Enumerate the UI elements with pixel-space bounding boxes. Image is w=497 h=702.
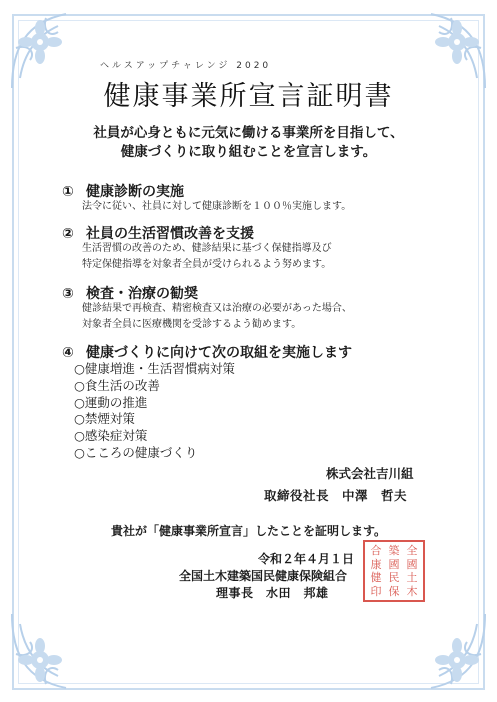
section-line: 生活習慣の改善のため、健診結果に基づく保健指導及び (82, 243, 332, 254)
section-heading-3 (62, 283, 198, 303)
list-item: ○運動の推進 (74, 394, 148, 410)
section-number: ② (62, 226, 74, 242)
list-item: ○こころの健康づくり (74, 444, 198, 460)
intro-line: 社員が心身ともに元気に働ける事業所を目指して、 (93, 125, 404, 141)
section-line: 特定保健指導を対象者全員が受けられるよう努めます。 (82, 259, 332, 270)
program-list (74, 361, 235, 462)
official-seal-stamp: 合 築 全 康 國 國 健 民 土 印 保 木 (363, 540, 425, 602)
section-number: ① (62, 184, 74, 200)
association-name: 全国土木建築国民健康保険組合 (179, 569, 348, 583)
section-number: ④ (62, 345, 74, 361)
section-line: 対象者全員に医療機関を受診するよう勧めます。 (82, 319, 302, 330)
section-title: 健康診断の実施 (86, 184, 184, 200)
section-heading-2 (62, 223, 254, 243)
corner-ornament-icon (405, 608, 491, 694)
section-heading-4 (62, 342, 352, 362)
chairman-name: 理事長 水田 邦雄 (216, 586, 329, 600)
intro-text (0, 124, 497, 162)
company-name: 株式会社吉川組 (326, 466, 414, 481)
list-item: ○感染症対策 (74, 428, 148, 444)
section-line: 健診結果で再検査、精密検査又は治療の必要があった場合、 (82, 303, 352, 314)
page-title: 健康事業所宣言証明書 (103, 81, 394, 112)
section-title: 検査・治療の勧奨 (86, 286, 198, 302)
section-body-3 (82, 301, 352, 333)
section-body-2 (82, 241, 332, 273)
intro-line: 健康づくりに取り組むことを宣言します。 (120, 144, 377, 160)
section-title: 健康づくりに向けて次の取組を実施します (86, 345, 352, 361)
section-title: 社員の生活習慣改善を支援 (86, 226, 254, 242)
list-item: ○禁煙対策 (74, 411, 135, 427)
issue-date: 令和２年４月１日 (258, 552, 355, 566)
ceo-name: 取締役社長 中澤 哲夫 (264, 488, 408, 503)
section-line: 法令に従い、社員に対して健康診断を１００％実施します。 (82, 201, 352, 212)
section-body-1 (82, 199, 351, 215)
section-heading-1 (62, 181, 184, 201)
campaign-subtitle: ヘルスアップチャレンジ 2020 (100, 61, 272, 71)
list-item: ○食生活の改善 (74, 377, 160, 393)
corner-ornament-icon (6, 608, 92, 694)
section-number: ③ (62, 286, 74, 302)
list-item: ○健康増進・生活習慣病対策 (74, 361, 235, 376)
certification-statement: 貴社が「健康事業所宣言」したことを証明します。 (110, 524, 387, 538)
